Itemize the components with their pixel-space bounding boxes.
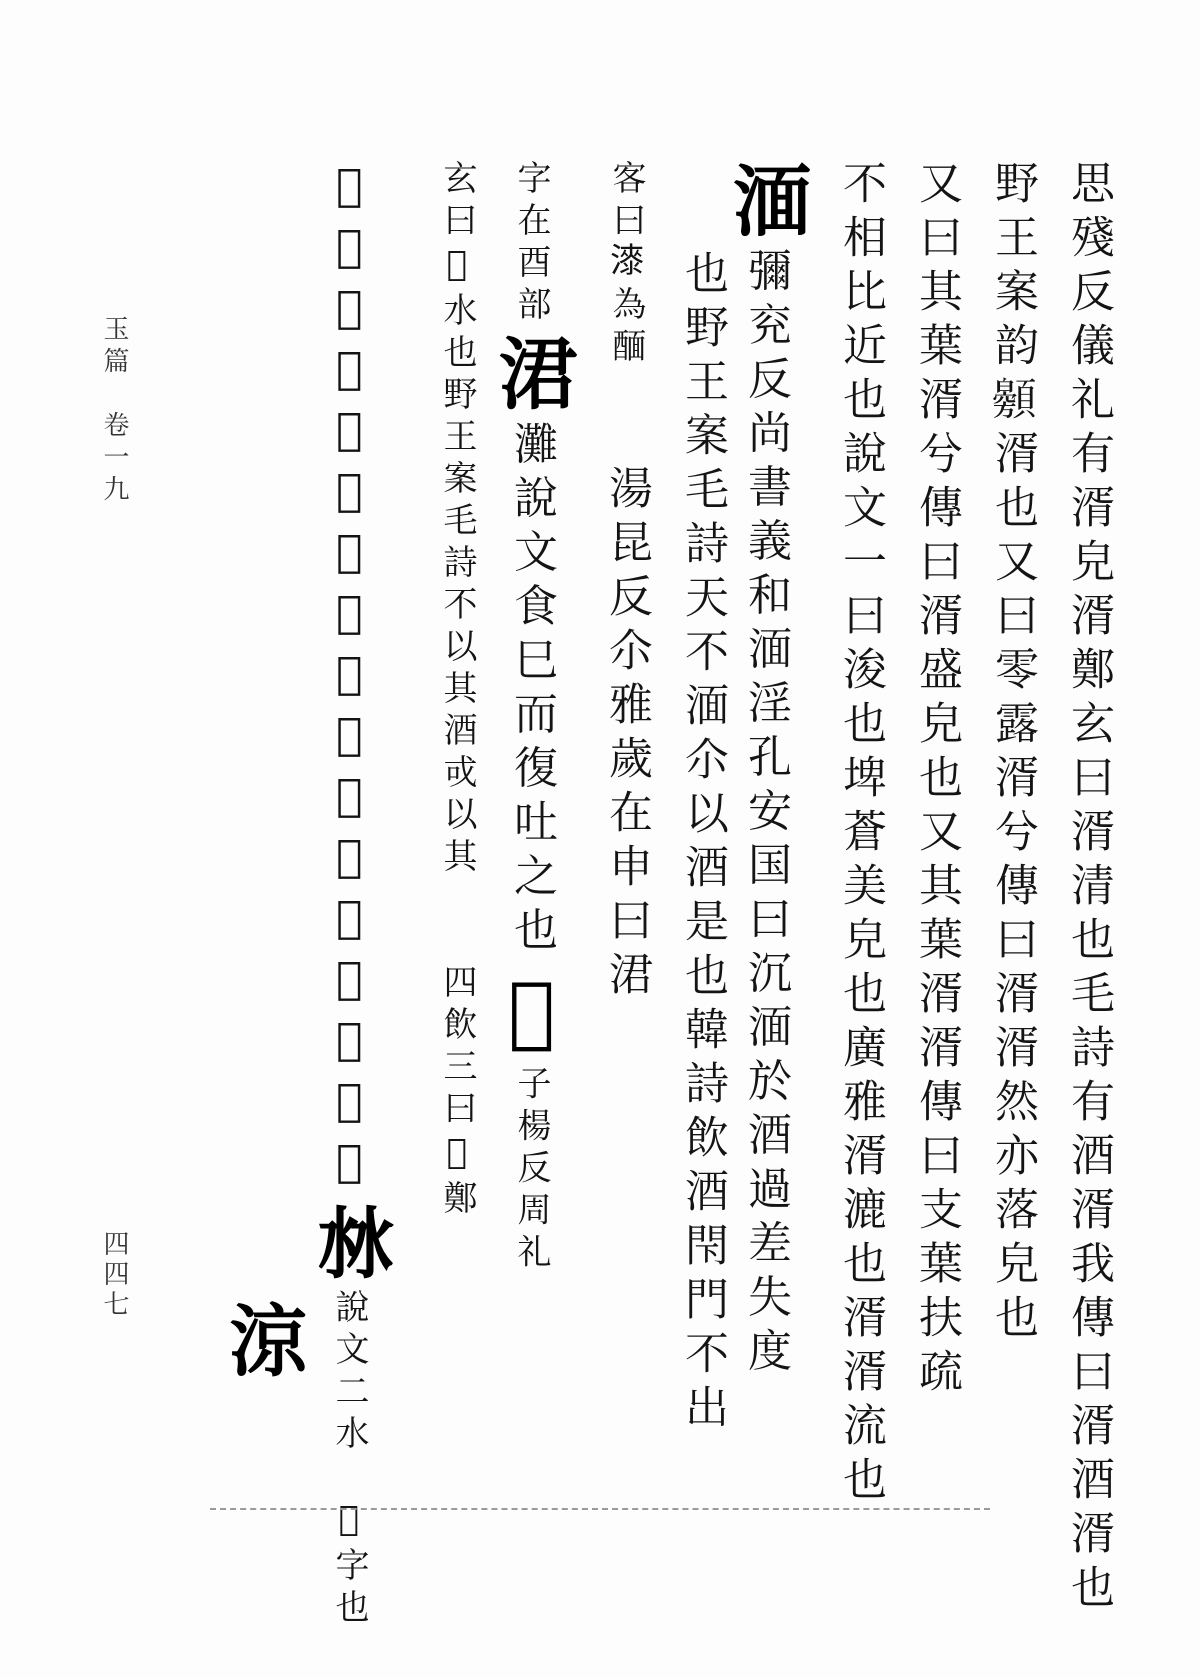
text-column-6 [677, 250, 728, 1438]
text-column-2 [987, 160, 1038, 1348]
column-text: 灘說文食巳而復吐之也 [506, 420, 557, 961]
headword: 湎 [720, 160, 811, 242]
column-text: 也野王案毛詩天不湎尒以酒是也韓詩飲酒閇門不出 [677, 250, 728, 1438]
text-column-4 [835, 160, 886, 1510]
text-column-8 [486, 160, 577, 1276]
vertical-text-block [150, 160, 1114, 1632]
margin-header-title: 玉篇 卷一九 [99, 315, 129, 507]
headword: 涒 [486, 333, 577, 416]
headword: 𣵰 [486, 965, 577, 1061]
column-text-small: 玄曰𣵰水也野王案毛詩不以其酒戓以其 四飲三曰𣵰鄭 [437, 160, 477, 1222]
headword: 涼 [216, 1300, 307, 1382]
column-text-small: 子楊反周礼 [511, 1065, 551, 1276]
text-column-10 [304, 160, 395, 1632]
text-column-1 [1063, 160, 1114, 1618]
text-column-11 [216, 1300, 307, 1382]
text-column-9 [437, 160, 477, 1222]
column-text: 野王案韵𩕰湑也又曰零露湑兮傳曰湑湑然亦落皃也 [987, 160, 1038, 1348]
text-column-7 [601, 160, 652, 1006]
column-text: 又曰其葉湑兮傳曰湑盛皃也又其葉湑湑傳曰支葉扶疏 [911, 160, 962, 1402]
column-text-small: 說文二水 𣵰字也 [329, 1289, 369, 1632]
column-text: 思殘反儀礼有湑皃湑鄭玄曰湑清也毛詩有酒湑我傳曰湑酒湑也 [1063, 160, 1114, 1618]
column-text: 不相比近也說文一曰浚也埤蒼美皃也廣雅湑漉也湑湑流也 [835, 160, 886, 1510]
margin-page-number: 四四七 [99, 1230, 129, 1320]
column-text: 湯昆反尒雅歲在申曰涒 [601, 465, 652, 1006]
column-text: 彌兖反尚書義和湎淫孔安国曰沉湎於酒過差失度 [740, 247, 791, 1382]
column-text-small: 字在酉部 [511, 160, 551, 328]
text-column-5 [720, 160, 811, 1382]
footer-rule [210, 1508, 990, 1510]
column-text: 𣵰是也又曰𣵰人掌六飲水𣵰醴涼醫酏也 [324, 160, 375, 1197]
column-text-small: 客曰𣾰為䤄 [606, 160, 646, 370]
text-column-3 [911, 160, 962, 1402]
headword: 沝 [304, 1202, 395, 1285]
